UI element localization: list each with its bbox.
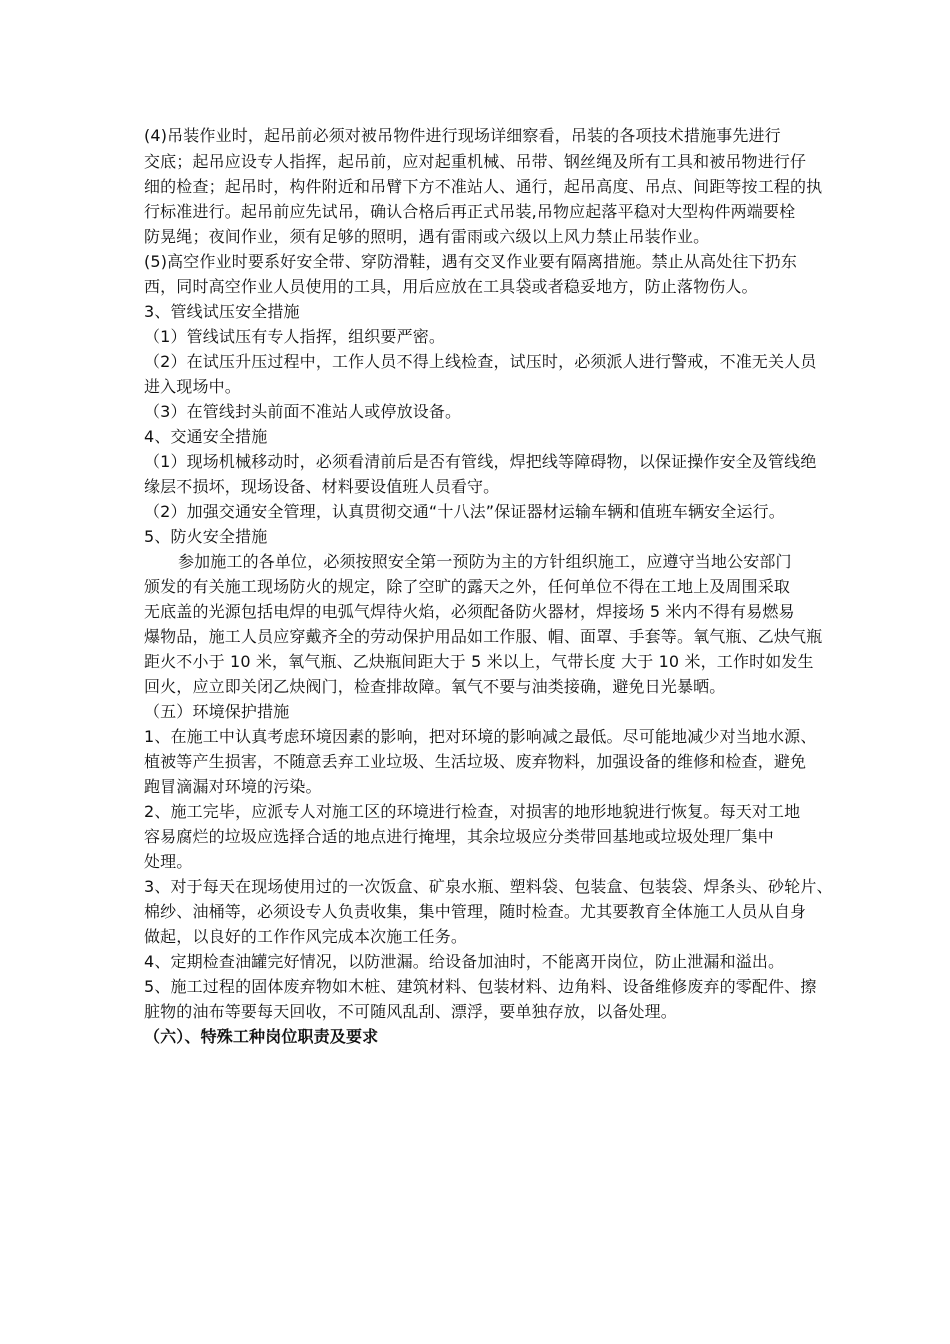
text-line: 无底盖的光源包括电焊的电弧气焊待火焰，必须配备防火器材，焊接场 5 米内不得有易燃易 — [144, 602, 795, 621]
text-line: 3、对于每天在现场使用过的一次饭盒、矿泉水瓶、塑料袋、包装盒、包装袋、焊条头、砂轮片、 — [144, 877, 833, 896]
text-line: 交底；起吊应设专人指挥，起吊前，应对起重机械、吊带、钢丝绳及所有工具和被吊物进行仔 — [144, 152, 807, 171]
text-line: 脏物的油布等要每天回收，不可随风乱刮、漂浮，要单独存放，以备处理。 — [144, 1002, 677, 1021]
text-line: 5、施工过程的固体废弃物如木桩、建筑材料、包装材料、边角料、设备维修废弃的零配件、擦 — [144, 977, 817, 996]
text-line: （2）在试压升压过程中，工作人员不得上线检查，试压时，必须派人进行警戒，不准无关人员 — [144, 352, 817, 371]
section-heading: 5、防火安全措施 — [144, 527, 268, 546]
text-line: （1）现场机械移动时，必须看清前后是否有管线，焊把线等障碍物，以保证操作安全及管线绝 — [144, 452, 817, 471]
section-heading: （五）环境保护措施 — [144, 702, 290, 721]
text-line: 参加施工的各单位，必须按照安全第一预防为主的方针组织施工，应遵守当地公安部门 — [178, 552, 792, 571]
text-line: 进入现场中。 — [144, 377, 241, 396]
text-line: 跑冒滴漏对环境的污染。 — [144, 777, 322, 796]
text-line: 防晃绳；夜间作业，须有足够的照明，遇有雷雨或六级以上风力禁止吊装作业。 — [144, 227, 710, 246]
text-line: 棉纱、油桶等，必须设专人负责收集，集中管理，随时检查。尤其要教育全体施工人员从自身 — [144, 902, 807, 921]
text-line: 颁发的有关施工现场防火的规定，除了空旷的露天之外，任何单位不得在工地上及周围采取 — [144, 577, 791, 596]
text-line: 距火不小于 10 米，氧气瓶、乙炔瓶间距大于 5 米以上，气带长度 大于 10 米，工作时如发生 — [144, 652, 814, 671]
section-heading: 4、交通安全措施 — [144, 427, 268, 446]
text-line: 2、施工完毕，应派专人对施工区的环境进行检查，对损害的地形地貌进行恢复。每天对工地 — [144, 802, 801, 821]
text-line: （2）加强交通安全管理，认真贯彻交通“十八法”保证器材运输车辆和值班车辆安全运行。 — [144, 502, 785, 521]
text-line: 容易腐烂的垃圾应选择合适的地点进行掩埋，其余垃圾应分类带回基地或垃圾处理厂集中 — [144, 827, 774, 846]
text-line: 爆物品，施工人员应穿戴齐全的劳动保护用品如工作服、帽、面罩、手套等。氧气瓶、乙炔气瓶 — [144, 627, 823, 646]
text-line: 行标准进行。起吊前应先试吊，确认合格后再正式吊装,吊物应起落平稳对大型构件两端要栓 — [144, 202, 796, 221]
text-line: 处理。 — [144, 852, 193, 871]
text-line: 做起，以良好的工作作风完成本次施工任务。 — [144, 927, 468, 946]
text-line: （3）在管线封头前面不准站人或停放设备。 — [144, 402, 462, 421]
text-line: （1）管线试压有专人指挥，组织要严密。 — [144, 327, 446, 346]
text-line: 细的检查；起吊时，构件附近和吊臂下方不准站人、通行，起吊高度、吊点、间距等按工程的执 — [144, 177, 823, 196]
text-line: 植被等产生损害，不随意丢弃工业垃圾、生活垃圾、废弃物料，加强设备的维修和检查，避免 — [144, 752, 807, 771]
text-line: (4)吊装作业时，起吊前必须对被吊物件进行现场详细察看，吊装的各项技术措施事先进行 — [144, 126, 781, 145]
text-line: 1、在施工中认真考虑环境因素的影响，把对环境的影响减之最低。尽可能地减少对当地水源、 — [144, 727, 817, 746]
text-line: 西，同时高空作业人员使用的工具，用后应放在工具袋或者稳妥地方，防止落物伤人。 — [144, 277, 758, 296]
text-line: 缘层不损坏，现场设备、材料要设值班人员看守。 — [144, 477, 500, 496]
text-line: 回火，应立即关闭乙炔阀门，检查排故障。氧气不要与油类接确，避免日光暴晒。 — [144, 677, 726, 696]
section-heading: （六）、特殊工种岗位职责及要求 — [144, 1027, 379, 1046]
text-line: 4、定期检查油罐完好情况，以防泄漏。给设备加油时，不能离开岗位，防止泄漏和溢出。 — [144, 952, 785, 971]
text-line: (5)高空作业时要系好安全带、穿防滑鞋，遇有交叉作业要有隔离措施。禁止从高处往下扔东 — [144, 252, 797, 271]
section-heading: 3、管线试压安全措施 — [144, 302, 300, 321]
